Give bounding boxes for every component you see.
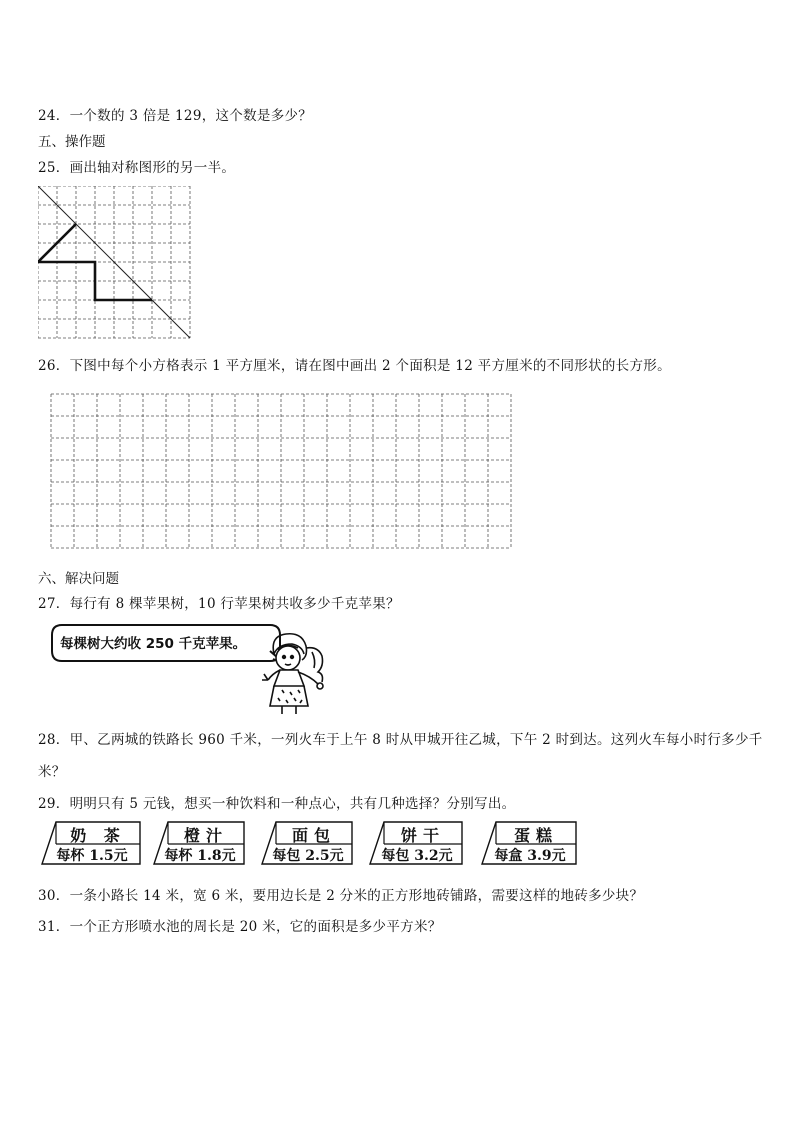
card-price: 每杯 1.8元: [164, 848, 236, 864]
symmetry-grid: [38, 186, 192, 340]
question-29: 29．明明只有 5 元钱，想买一种饮料和一种点心，共有几种选择？分别写出。: [38, 796, 516, 812]
question-31: 31．一个正方形喷水池的周长是 20 米，它的面积是多少平方米？: [38, 919, 442, 935]
card-name: 橙汁: [183, 826, 228, 845]
card-price: 每盒 3.9元: [494, 848, 566, 864]
price-card-milk-tea: [40, 820, 144, 866]
question-28-line-1: 28．甲、乙两城的铁路长 960 千米，一列火车于上午 8 时从甲城开往乙城，下午 2 时到达。这列火车每小时行多少千: [38, 732, 763, 748]
question-25: 25．画出轴对称图形的另一半。: [38, 160, 236, 176]
question-27: 27．每行有 8 棵苹果树，10 行苹果树共收多少千克苹果？: [38, 596, 400, 612]
question-24: 24．一个数的 3 倍是 129，这个数是多少？: [38, 108, 313, 124]
card-name: 奶 茶: [70, 826, 126, 845]
card-price: 每包 2.5元: [272, 848, 344, 864]
speech-bubble-text: 每棵树大约收 250 千克苹果。: [60, 636, 247, 652]
price-card-cake: [480, 820, 580, 866]
question-26: 26．下图中每个小方格表示 1 平方厘米，请在图中画出 2 个面积是 12 平方厘米的不同形状的长方形。: [38, 358, 671, 374]
price-card-biscuit: [368, 820, 466, 866]
question-28-line-2: 米？: [38, 764, 66, 780]
square-cm-grid: [50, 393, 514, 549]
card-name: 饼干: [400, 826, 445, 845]
card-name: 面包: [291, 826, 336, 845]
card-price: 每包 3.2元: [381, 848, 453, 864]
section-6-heading: 六、解决问题: [38, 571, 119, 587]
question-30: 30．一条小路长 14 米，宽 6 米，要用边长是 2 分米的正方形地砖铺路，需要这样的地砖多少块？: [38, 888, 644, 904]
card-name: 蛋糕: [513, 826, 558, 845]
price-card-bread: [260, 820, 356, 866]
price-card-orange-juice: [152, 820, 248, 866]
card-price: 每杯 1.5元: [56, 848, 128, 864]
section-5-heading: 五、操作题: [38, 134, 106, 150]
girl-illustration: [252, 630, 334, 716]
